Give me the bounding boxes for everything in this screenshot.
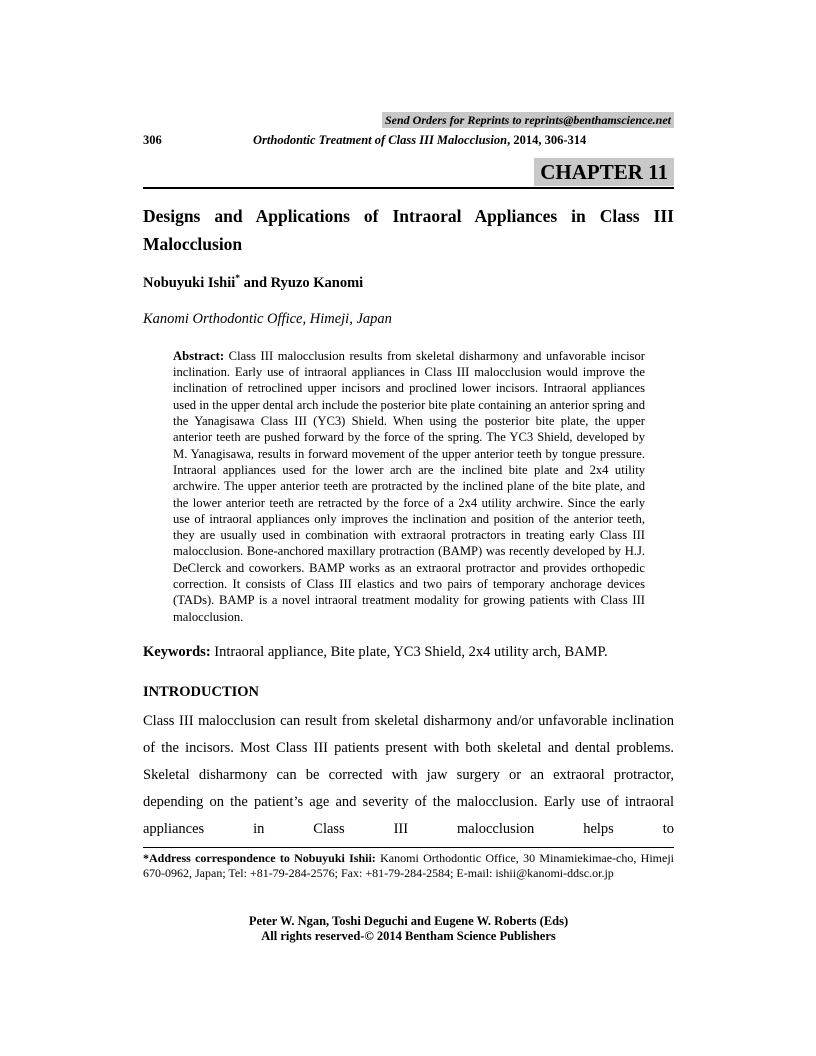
author-rest: and Ryuzo Kanomi	[240, 274, 364, 291]
affiliation: Kanomi Orthodontic Office, Himeji, Japan	[143, 310, 392, 327]
authors-line	[143, 274, 674, 292]
chapter-badge: CHAPTER 11	[534, 158, 674, 186]
publisher-footer	[143, 914, 674, 944]
footer-editors-line: Peter W. Ngan, Toshi Deguchi and Eugene W. Roberts (Eds)	[248, 914, 569, 929]
correspondence-text: Kanomi Orthodontic Office, 30 Minamiekimae-cho, Himeji 670-0962, Japan; Tel: +81-79-284-2576; Fax: +81-79-284-2584; E-mail: ishii@kanomi-ddsc.or.jp	[143, 850, 675, 880]
keywords-label: Keywords:	[143, 643, 211, 660]
running-title	[253, 133, 586, 148]
header-divider	[143, 187, 674, 189]
keywords-line	[143, 644, 674, 661]
reprint-notice-line	[143, 112, 674, 129]
footnote-divider	[143, 847, 674, 848]
footer-copyright-line: All rights reserved-© 2014 Bentham Science Publishers	[261, 929, 556, 944]
page-number: 306	[143, 133, 162, 147]
abstract-text: Class III malocclusion results from skeletal disharmony and unfavorable incisor inclination. Early use of intraoral appliances in Class III malocclusion would improve the inclination of retroclined upper incisors and proclined lower incisors. Intraoral appliances used in the upper dental arch include the posterior bite plate containing an anterior spring and the Yanagisawa Class III (YC3) Shield. When using the posterior bite plate, the upper anterior teeth are pushed forward by the force of the spring. The YC3 Shield, developed by M. Yanagisawa, results in forward movement of the upper anterior teeth by tongue pressure. Intraoral appliances used for the lower arch are the inclined bite plate and 2x4 utility archwire. The upper anterior teeth are protracted by the inclined plane of the bite plate, and the lower anterior teeth are retracted by the force of a 2x4 utility archwire. Since the early use of intraoral appliances only improves the inclination and position of the anterior teeth, they are usually used in combination with extraoral protractors in treating early Class III malocclusion. Bone-anchored maxillary protraction (BAMP) was recently developed by H.J. DeClerck and coworkers. BAMP works as an extraoral protractor and provides orthopedic correction. It consists of Class III elastics and two pairs of temporary anchorage devices (TADs). BAMP is a novel intraoral treatment modality for growing patients with Class III malocclusion.	[173, 348, 645, 624]
author-first: Nobuyuki Ishii	[143, 274, 236, 291]
author-correspondence-marker: *	[235, 274, 241, 284]
correspondence-footnote	[143, 851, 674, 881]
running-head	[143, 133, 674, 149]
keywords-text: Intraoral appliance, Bite plate, YC3 Shield, 2x4 utility arch, BAMP.	[210, 643, 608, 660]
abstract-block	[173, 348, 645, 625]
introduction-paragraph: Class III malocclusion can result from skeletal disharmony and/or unfavorable inclination of the incisors. Most Class III patients present with both skeletal and dental problems. Skeletal disharmony can be corrected with jaw surgery or an extraoral protractor, depending on the patient’s age and severity of the malocclusion. Early use of intraoral appliances in Class III malocclusion helps to	[143, 712, 674, 837]
running-title-book: Orthodontic Treatment of Class III Malocclusion	[253, 133, 508, 147]
chapter-title: Designs and Applications of Intraoral Appliances in Class III Malocclusion	[143, 206, 674, 254]
reprint-notice: Send Orders for Reprints to reprints@benthamscience.net	[382, 112, 674, 128]
correspondence-label: *Address correspondence to Nobuyuki Ishii:	[143, 850, 376, 865]
introduction-heading: INTRODUCTION	[143, 683, 260, 700]
running-title-pages: , 2014, 306-314	[507, 133, 587, 147]
abstract-label: Abstract:	[173, 348, 225, 363]
chapter-row	[143, 158, 674, 186]
